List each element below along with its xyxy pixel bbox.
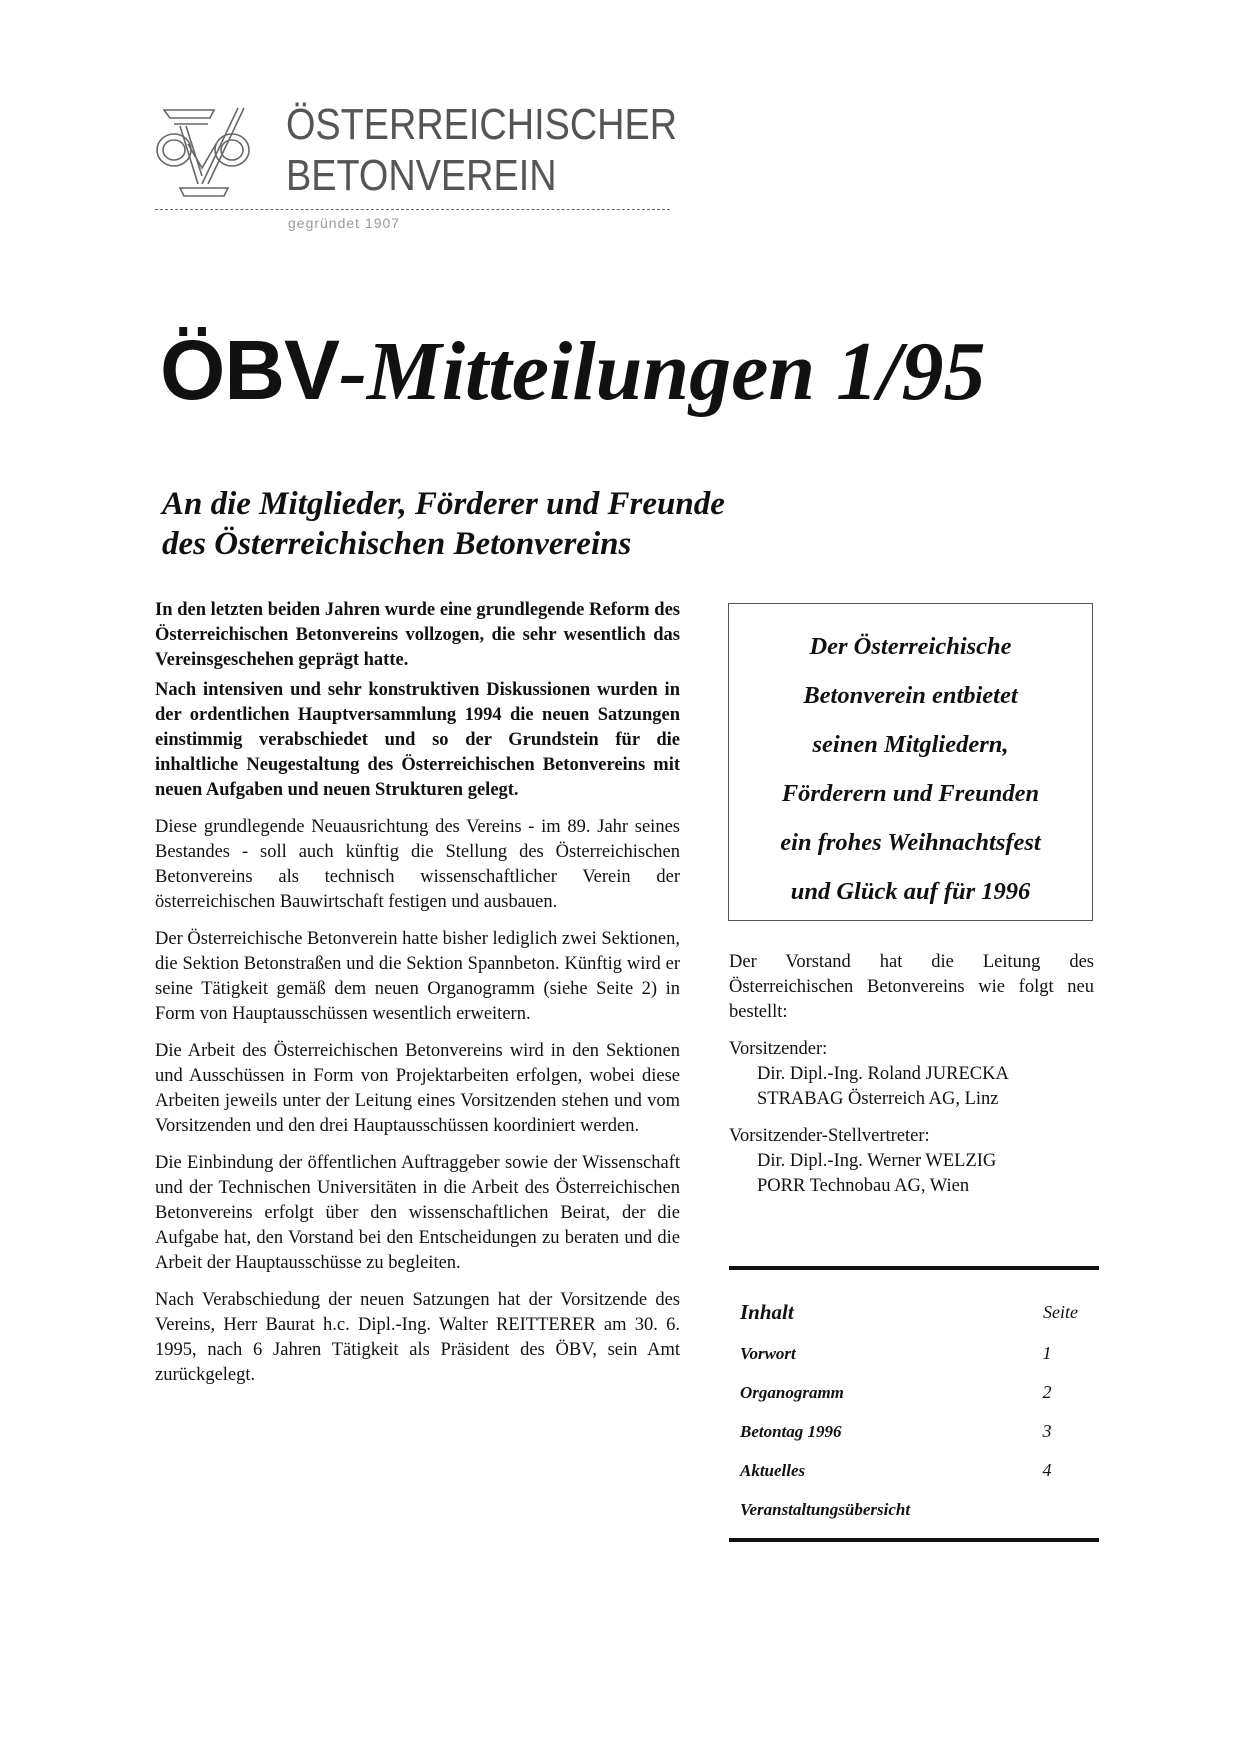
contents-item-page: 1 [1042, 1343, 1052, 1363]
greeting-line: und Glück auf für 1996 [790, 878, 1031, 905]
board-intro: Der Vorstand hat die Leitung des Österreichischen Betonvereins wie folgt neu bestellt: [729, 952, 1094, 1022]
subtitle-line: des Österreichischen Betonvereins [162, 526, 632, 562]
article-paragraph-lead: In den letzten beiden Jahren wurde eine grundlegende Reform des Österreichischen Betonvereins vollzogen, die sehr wesentlich das Vereinsgeschehen geprägt hatte. [155, 600, 680, 670]
contents-item-label: Organogramm [740, 1382, 844, 1402]
article-paragraph: Der Österreichische Betonverein hatte bisher lediglich zwei Sektionen, die Sektion Betonstraßen und die Sektion Spannbeton. Künftig wird er seine Tätigkeit gemäß dem neuen Organogramm (siehe Seite 2) in Form von Hauptausschüssen wesentlich erweitern. [155, 929, 681, 1024]
contents-item-label: Veranstaltungsübersicht [740, 1499, 911, 1519]
table-of-contents [740, 1290, 1080, 1529]
article-paragraph: Die Arbeit des Österreichischen Betonvereins wird in den Sektionen und Ausschüssen in Form von Projektarbeiten erfolgen, wobei diese Arbeiten jeweils unter der Leitung eines Vorsitzenden stehen und vom Vorsitzenden und den drei Hauptausschüssen koordiniert werden. [155, 1041, 680, 1136]
greeting-line: Förderern und Freunden [781, 780, 1040, 807]
obv-logo [152, 104, 254, 200]
article-paragraph: Die Einbindung der öffentlichen Auftraggeber sowie der Wissenschaft und der Technischen Universitäten in die Arbeit des Österreichischen Betonvereins erfolgt über den wissenschaftlichen Beirat, der die Aufgabe hat, den Vorstand bei den Entscheidungen zu beraten und die Arbeit der Hauptausschüsse zu begleiten. [155, 1153, 680, 1273]
board-member [729, 1124, 1094, 1199]
contents-item[interactable] [740, 1490, 1080, 1529]
greeting-box [728, 603, 1093, 921]
greeting-line: Der Österreichische [809, 633, 1012, 660]
board-role: Vorsitzender: [729, 1039, 828, 1059]
brand-name-line1: ÖSTERREICHISCHER [286, 100, 678, 149]
contents-item-label: Vorwort [740, 1343, 796, 1363]
greeting-line: Betonverein entbietet [803, 682, 1018, 709]
contents-bottom-rule [729, 1538, 1099, 1542]
article-body [155, 598, 680, 1400]
contents-item-page: 4 [1042, 1460, 1052, 1480]
contents-heading: Inhalt [740, 1299, 794, 1324]
title-issue: -Mitteilungen 1/95 [339, 325, 986, 418]
page-title [160, 322, 985, 443]
article-paragraph: Diese grundlegende Neuausrichtung des Vereins - im 89. Jahr seines Bestandes - soll auch künftig die Stellung des Österreichischen Betonvereins als technisch wissenschaftlicher Verein der österreichischen Bauwirtschaft festigen und ausbauen. [155, 817, 680, 912]
contents-item-label: Betontag 1996 [740, 1421, 842, 1441]
contents-item-page: 3 [1042, 1421, 1052, 1441]
subtitle-line: An die Mitglieder, Förderer und Freunde [162, 486, 725, 522]
board-role: Vorsitzender-Stellvertreter: [729, 1126, 930, 1146]
contents-item[interactable] [740, 1334, 1080, 1373]
subtitle [162, 484, 862, 564]
article-paragraph-lead: Nach intensiven und sehr konstruktiven Diskussionen wurden in der ordentlichen Hauptversammlung 1994 die neuen Satzungen einstimmig verabschiedet und so der Grundstein für die inhaltliche Neugestaltung des Österreichischen Betonvereins mit neuen Aufgaben und neuen Strukturen gelegt. [155, 680, 680, 800]
board-member [729, 1037, 1094, 1112]
contents-item[interactable] [740, 1412, 1080, 1451]
board-name: Dir. Dipl.-Ing. Werner WELZIG [757, 1151, 997, 1171]
board-name: Dir. Dipl.-Ing. Roland JURECKA [757, 1064, 1009, 1084]
contents-top-rule [729, 1266, 1099, 1270]
board-company: PORR Technobau AG, Wien [757, 1176, 970, 1196]
contents-item[interactable] [740, 1373, 1080, 1412]
contents-page-heading: Seite [1043, 1301, 1078, 1322]
contents-item-page: 2 [1042, 1382, 1052, 1402]
contents-header-row [740, 1290, 1080, 1334]
contents-item-label: Aktuelles [740, 1460, 806, 1480]
contents-item[interactable] [740, 1451, 1080, 1490]
board-company: STRABAG Österreich AG, Linz [757, 1089, 999, 1109]
greeting-line: seinen Mitgliedern, [812, 731, 1009, 758]
greeting-line: ein frohes Weihnachtsfest [780, 829, 1041, 856]
header-divider [155, 209, 670, 210]
article-paragraph: Nach Verabschiedung der neuen Satzungen hat der Vorsitzende des Vereins, Herr Baurat h.c. Dipl.-Ing. Walter REITTERER am 30. 6. 1995, nach 6 Jahren Tätigkeit als Präsident des ÖBV, sein Amt zurückgelegt. [155, 1290, 680, 1385]
title-abbreviation: ÖBV [160, 323, 340, 417]
brand-name-line2: BETONVEREIN [286, 151, 557, 200]
board-section [729, 950, 1094, 1211]
founded-note: gegründet 1907 [288, 215, 401, 231]
